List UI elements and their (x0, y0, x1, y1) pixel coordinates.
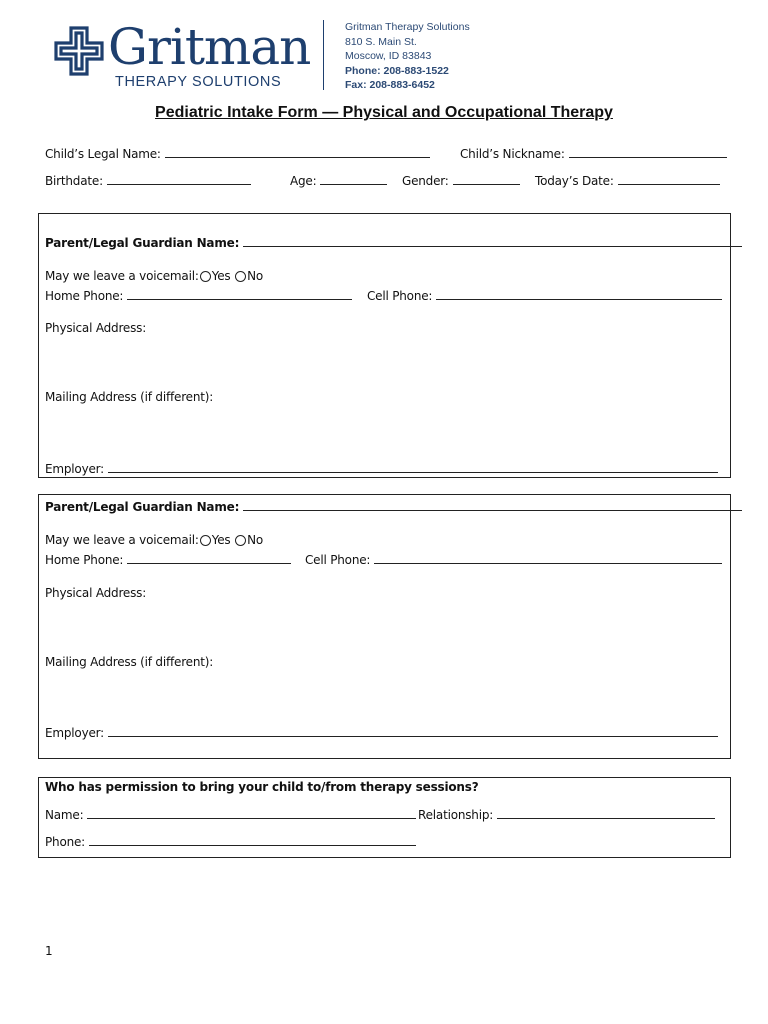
address-line: Gritman Therapy Solutions (345, 21, 470, 33)
todays-date-field[interactable] (535, 172, 720, 188)
field-label: May we leave a voicemail: (45, 269, 199, 283)
guardian-1-name-field[interactable] (45, 234, 742, 250)
guardian-2-cell-phone-field[interactable] (305, 551, 722, 567)
field-label: Parent/Legal Guardian Name: (45, 236, 240, 250)
guardian-2-home-phone-field[interactable] (45, 551, 291, 567)
guardian-1-voicemail (45, 269, 263, 283)
radio-label: Yes (211, 533, 231, 547)
radio-label: No (247, 269, 264, 283)
guardian-2-name-field[interactable] (45, 498, 742, 514)
field-label: Parent/Legal Guardian Name: (45, 500, 240, 514)
field-label: Phone: (45, 835, 86, 849)
field-label: Relationship: (418, 808, 494, 822)
page-number: 1 (45, 944, 53, 958)
voicemail-no-radio[interactable] (235, 271, 246, 282)
guardian-1-section (38, 213, 731, 478)
address-line: 810 S. Main St. (345, 35, 417, 48)
address-line: Moscow, ID 83843 (345, 50, 432, 62)
blank-line[interactable] (127, 287, 352, 300)
guardian-1-mailing-address: Mailing Address (if different): (45, 390, 214, 404)
blank-line[interactable] (320, 172, 387, 185)
field-label: Birthdate: (45, 174, 103, 188)
field-label: Employer: (45, 462, 105, 476)
voicemail-yes-radio[interactable] (200, 271, 211, 282)
radio-label: No (247, 533, 264, 547)
field-label: Name: (45, 808, 84, 822)
guardian-1-home-phone-field[interactable] (45, 287, 352, 303)
age-field[interactable] (290, 172, 387, 188)
blank-line[interactable] (497, 806, 715, 819)
blank-line[interactable] (569, 145, 727, 158)
field-label: Today’s Date: (535, 174, 614, 188)
cross-logo-icon (54, 26, 104, 76)
blank-line[interactable] (108, 724, 718, 737)
guardian-1-employer-field[interactable] (45, 460, 718, 476)
voicemail-yes-radio[interactable] (200, 535, 211, 546)
guardian-1-cell-phone-field[interactable] (367, 287, 722, 303)
radio-label: Yes (211, 269, 231, 283)
field-label: Gender: (402, 174, 449, 188)
blank-line[interactable] (243, 234, 742, 247)
field-label: Home Phone: (45, 553, 124, 567)
blank-line[interactable] (243, 498, 742, 511)
blank-line[interactable] (87, 806, 416, 819)
permission-name-field[interactable] (45, 806, 416, 822)
permission-question: Who has permission to bring your child to/from therapy sessions? (45, 780, 479, 794)
field-label: Cell Phone: (367, 289, 433, 303)
blank-line[interactable] (108, 460, 718, 473)
child-legal-name-field[interactable] (45, 145, 430, 161)
logo-wordmark: Gritman (108, 18, 311, 76)
logo-subtitle: THERAPY SOLUTIONS (115, 74, 282, 90)
blank-line[interactable] (127, 551, 291, 564)
guardian-2-voicemail (45, 533, 263, 547)
field-label: May we leave a voicemail: (45, 533, 199, 547)
guardian-1-physical-address: Physical Address: (45, 321, 147, 335)
blank-line[interactable] (374, 551, 722, 564)
blank-line[interactable] (165, 145, 430, 158)
birthdate-field[interactable] (45, 172, 251, 188)
blank-line[interactable] (436, 287, 722, 300)
guardian-2-physical-address: Physical Address: (45, 586, 147, 600)
field-label: Cell Phone: (305, 553, 371, 567)
guardian-2-mailing-address: Mailing Address (if different): (45, 655, 214, 669)
blank-line[interactable] (107, 172, 251, 185)
blank-line[interactable] (89, 833, 416, 846)
form-title: Pediatric Intake Form — Physical and Occupational Therapy (155, 104, 613, 121)
permission-relationship-field[interactable] (418, 806, 715, 822)
gender-field[interactable] (402, 172, 520, 188)
field-label: Employer: (45, 726, 105, 740)
permission-phone-field[interactable] (45, 833, 416, 849)
field-label: Child’s Nickname: (460, 147, 565, 161)
logo (54, 18, 311, 92)
header-divider (323, 20, 324, 90)
company-address (345, 20, 470, 93)
field-label: Child’s Legal Name: (45, 147, 161, 161)
field-label: Age: (290, 174, 317, 188)
company-phone: Phone: 208-883-1522 (345, 64, 449, 77)
voicemail-no-radio[interactable] (235, 535, 246, 546)
blank-line[interactable] (453, 172, 520, 185)
field-label: Home Phone: (45, 289, 124, 303)
blank-line[interactable] (618, 172, 720, 185)
guardian-2-employer-field[interactable] (45, 724, 718, 740)
child-nickname-field[interactable] (460, 145, 727, 161)
company-fax: Fax: 208-883-6452 (345, 79, 435, 91)
